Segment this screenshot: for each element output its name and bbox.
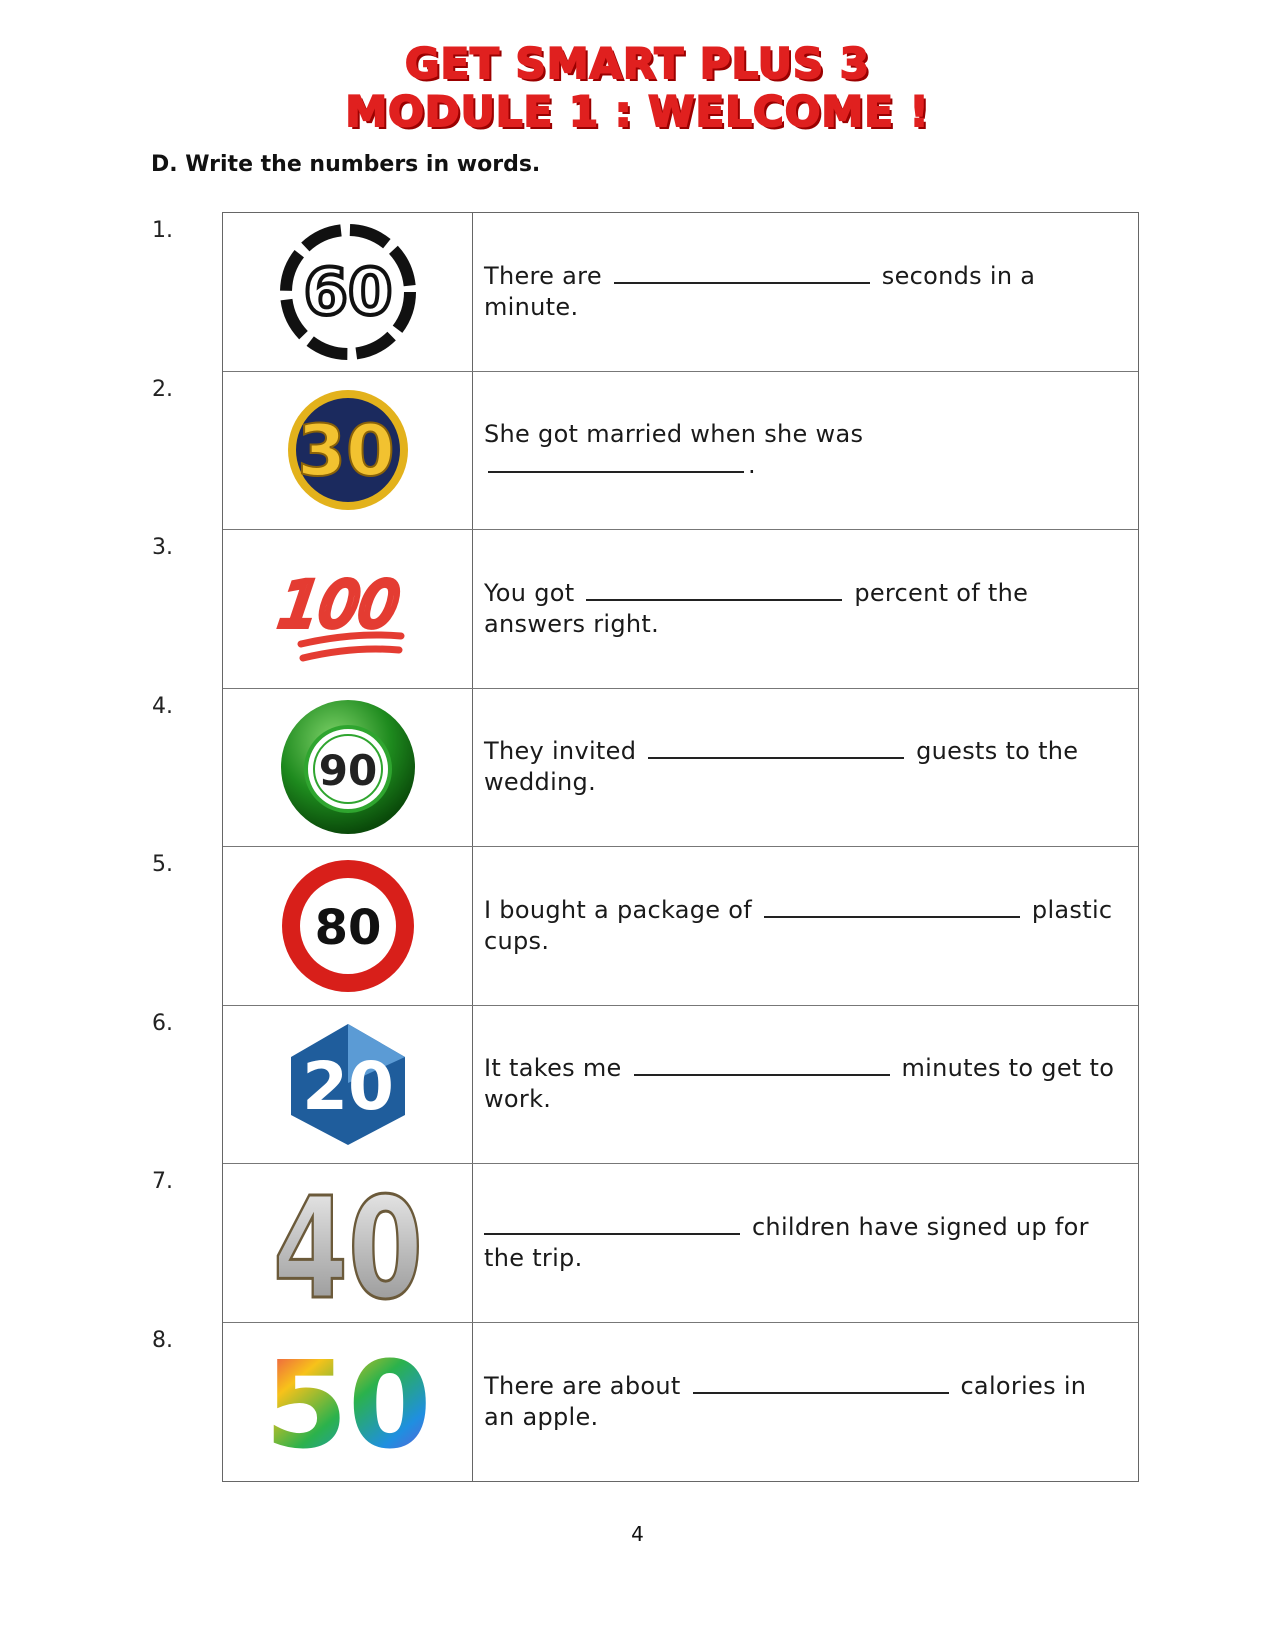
picture-cell (223, 847, 473, 1005)
sentence-before: She got married when she was (484, 420, 864, 449)
picture-cell (223, 530, 473, 688)
item-number: 3. (152, 535, 173, 560)
item-number: 8. (152, 1327, 173, 1353)
sentence-cell (473, 530, 1138, 688)
picture-value: 40 (272, 1167, 423, 1331)
title-line-1: GET SMART PLUS 3 (405, 39, 870, 88)
picture-cell (223, 1323, 473, 1482)
sentence-cell (473, 689, 1138, 847)
sentence-cell (473, 847, 1138, 1005)
table-row (152, 372, 1138, 531)
table-row (152, 1164, 1138, 1331)
picture-value: 100 (274, 568, 404, 641)
sentence-before: There are about (484, 1371, 681, 1400)
answer-blank[interactable] (614, 264, 870, 284)
sentence-before: There are (484, 261, 602, 290)
sentence-before: I bought a package of (484, 895, 753, 924)
sentence-cell (473, 372, 1138, 530)
sentence-cell (473, 1323, 1138, 1482)
item-number: 7. (152, 1169, 173, 1194)
table-row (152, 847, 1138, 1006)
gold-30-badge-icon (283, 385, 413, 515)
sentence-after: minutes to get to work. (484, 1054, 1115, 1114)
picture-value: 50 (264, 1336, 431, 1476)
answer-blank[interactable] (488, 453, 744, 473)
sentence-after: . (748, 451, 756, 480)
table-row (152, 689, 1138, 848)
sentence-after: guests to the wedding. (484, 737, 1079, 797)
sentence-after: percent of the answers right. (484, 578, 1029, 638)
sentence-after: plastic cups. (484, 895, 1113, 955)
answer-blank[interactable] (634, 1056, 890, 1076)
picture-cell (223, 1164, 473, 1331)
silver-40-icon (268, 1167, 428, 1331)
table-row (152, 1323, 1138, 1482)
blue-20-logo-icon (283, 1019, 413, 1149)
exercise-table (152, 212, 1139, 1482)
picture-cell (223, 213, 473, 371)
sentence-after: calories in an apple. (484, 1371, 1087, 1431)
sentence-after: children have signed up for the trip. (484, 1212, 1089, 1272)
picture-cell (223, 372, 473, 530)
table-row (152, 213, 1138, 372)
table-row (152, 1006, 1138, 1165)
hundred-points-icon (274, 544, 413, 674)
digital-60-timer-icon (273, 217, 423, 367)
picture-value: 60 (302, 255, 393, 330)
sentence-cell (473, 1164, 1138, 1322)
picture-value: 30 (296, 410, 395, 493)
picture-value: 20 (301, 1048, 394, 1126)
picture-cell (223, 689, 473, 847)
item-number: 6. (152, 1010, 173, 1036)
picture-cell (223, 1006, 473, 1164)
answer-blank[interactable] (586, 581, 842, 601)
page-number: 4 (631, 1522, 644, 1546)
answer-blank[interactable] (484, 1215, 740, 1235)
item-number: 2. (152, 376, 173, 402)
sentence-before: They invited (484, 737, 637, 766)
picture-value: 80 (314, 899, 381, 956)
green-bingo-ball-90-icon (278, 697, 418, 837)
sentence-cell (473, 213, 1138, 371)
worksheet-title (0, 40, 1275, 136)
sentence-before: It takes me (484, 1054, 622, 1083)
speed-limit-80-sign-icon (280, 858, 416, 994)
item-number: 1. (152, 218, 173, 243)
rainbow-50-icon (263, 1336, 433, 1476)
sentence-before: You got (484, 578, 575, 607)
exercise-instruction: D. Write the numbers in words. (151, 152, 541, 177)
answer-blank[interactable] (648, 739, 904, 759)
title-line-2: MODULE 1 : WELCOME ! (345, 87, 930, 136)
item-number: 4. (152, 693, 173, 719)
item-number: 5. (152, 852, 173, 877)
sentence-after: seconds in a minute. (484, 261, 1036, 321)
answer-blank[interactable] (693, 1374, 949, 1394)
sentence-cell (473, 1006, 1138, 1164)
picture-value: 90 (318, 746, 377, 796)
table-row (152, 530, 1138, 689)
answer-blank[interactable] (764, 898, 1020, 918)
